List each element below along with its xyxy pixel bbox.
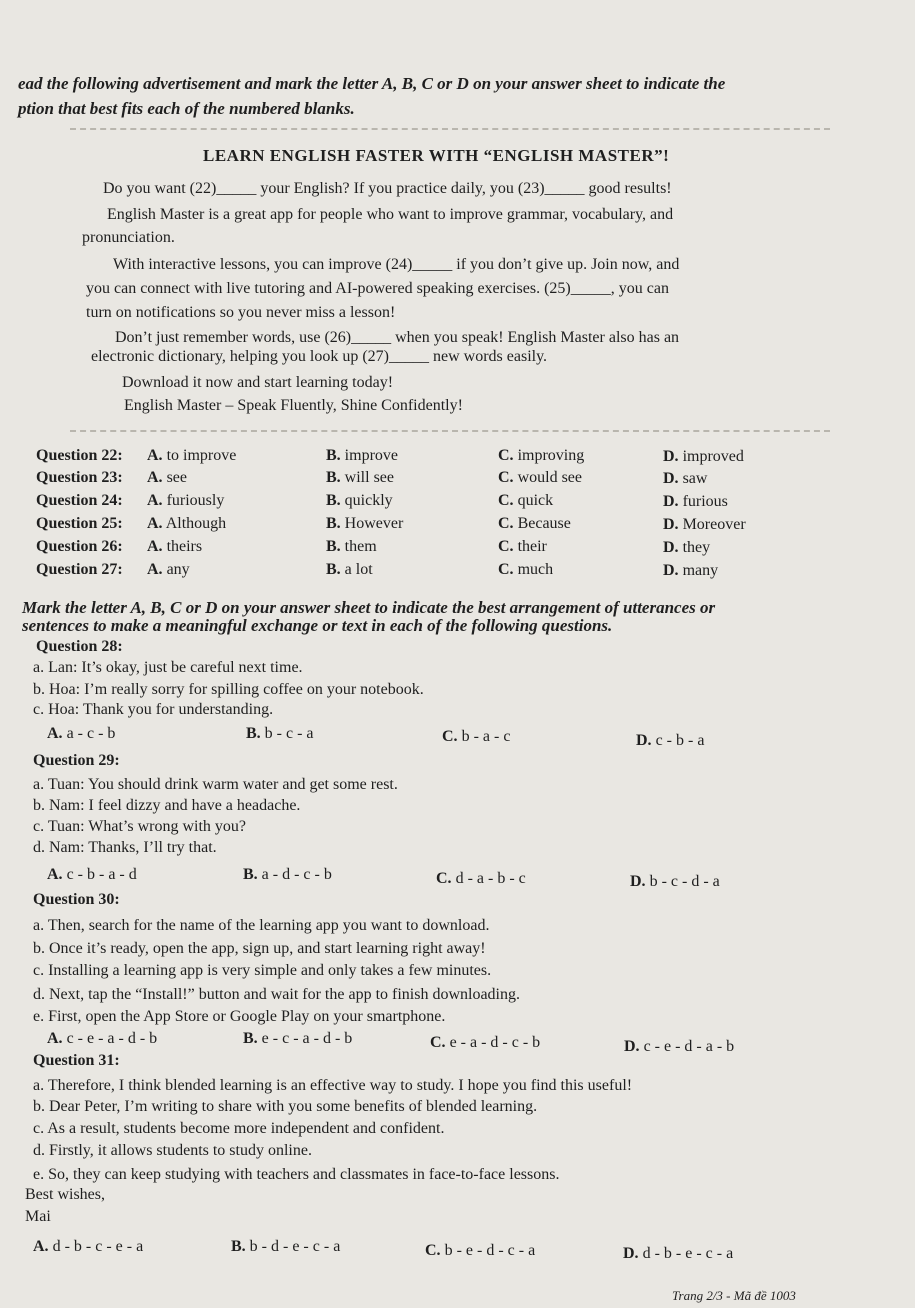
q31-option-a[interactable]: A. d - b - c - e - a — [33, 1238, 144, 1255]
q31-line: b. Dear Peter, I’m writing to share with you some benefits of blended learning. — [33, 1098, 538, 1115]
question-option[interactable] — [326, 538, 377, 556]
q31-option-c[interactable]: C. b - e - d - c - a — [425, 1242, 536, 1259]
question-option[interactable] — [663, 562, 718, 580]
option-text: Because — [517, 515, 571, 532]
question-option[interactable] — [663, 448, 744, 466]
instruction2-line-2: sentences to make a meaningful exchange or text in each of the following questions. — [22, 616, 613, 635]
page-footer: Trang 2/3 - Mã đề 1003 — [672, 1288, 796, 1303]
option-text: quick — [517, 492, 554, 509]
q29-line: c. Tuan: What’s wrong with you? — [33, 818, 247, 835]
q30-label: Question 30: — [33, 891, 120, 908]
instruction2-line-1: Mark the letter A, B, C or D on your answer sheet to indicate the best arrangement of utterances or — [22, 598, 716, 617]
option-letter: A. — [147, 492, 163, 509]
option-text: quickly — [344, 492, 393, 509]
option-letter: D. — [663, 470, 679, 487]
q30-option-c[interactable]: C. e - a - d - c - b — [430, 1034, 541, 1051]
option-text: much — [517, 561, 554, 578]
q31-label: Question 31: — [33, 1052, 120, 1069]
question-label: Question 25: — [36, 515, 123, 532]
question-label: Question 24: — [36, 492, 123, 509]
q30-line: c. Installing a learning app is very simple and only takes a few minutes. — [33, 962, 492, 979]
q30-option-d[interactable]: D. c - e - d - a - b — [624, 1038, 735, 1055]
question-option[interactable] — [147, 515, 226, 533]
question-option[interactable] — [326, 469, 394, 487]
option-letter: A. — [147, 469, 163, 486]
option-letter: C. — [498, 447, 514, 464]
option-letter: A. — [147, 447, 163, 464]
question-option[interactable] — [147, 492, 224, 510]
option-text: many — [682, 562, 719, 579]
instruction-line-1: ead the following advertisement and mark the letter A, B, C or D on your answer sheet to indicate the — [18, 74, 726, 93]
option-text: them — [344, 538, 377, 555]
option-text: will see — [344, 469, 394, 486]
question-option[interactable] — [147, 538, 202, 556]
q30-option-b[interactable]: B. e - c - a - d - b — [243, 1030, 353, 1047]
question-option[interactable] — [326, 561, 373, 579]
option-text: a lot — [344, 561, 373, 578]
option-text: their — [517, 538, 547, 555]
q29-line: a. Tuan: You should drink warm water and get some rest. — [33, 776, 398, 793]
option-text: see — [166, 469, 187, 486]
question-option[interactable] — [498, 538, 547, 556]
q31-line: a. Therefore, I think blended learning is an effective way to study. I hope you find this useful! — [33, 1077, 633, 1094]
q28-option-c[interactable]: C. b - a - c — [442, 728, 511, 745]
q30-option-a[interactable]: A. c - e - a - d - b — [47, 1030, 158, 1047]
option-letter: B. — [326, 492, 341, 509]
q31-closing: Best wishes, — [25, 1186, 105, 1203]
ad-title: LEARN ENGLISH FASTER WITH “ENGLISH MASTER”! — [203, 146, 670, 165]
q31-option-d[interactable]: D. d - b - e - c - a — [623, 1245, 734, 1262]
q29-option-b[interactable]: B. a - d - c - b — [243, 866, 332, 883]
option-text: Although — [165, 515, 227, 532]
q29-option-a[interactable]: A. c - b - a - d — [47, 866, 137, 883]
question-option[interactable] — [498, 515, 571, 533]
question-option[interactable] — [147, 469, 187, 487]
q28-line: a. Lan: It’s okay, just be careful next time. — [33, 659, 303, 676]
question-option[interactable] — [326, 515, 403, 533]
option-letter: C. — [498, 469, 514, 486]
q29-option-c[interactable]: C. d - a - b - c — [436, 870, 526, 887]
option-text: However — [344, 515, 404, 532]
question-label: Question 26: — [36, 538, 123, 555]
option-text: furiously — [166, 492, 225, 509]
question-option[interactable] — [498, 469, 582, 487]
option-text: to improve — [166, 447, 237, 464]
option-letter: C. — [498, 492, 514, 509]
q30-line: d. Next, tap the “Install!” button and wait for the app to finish downloading. — [33, 986, 520, 1003]
q29-line: d. Nam: Thanks, I’ll try that. — [33, 839, 217, 856]
option-text: Moreover — [682, 516, 746, 533]
ad-slogan: English Master – Speak Fluently, Shine Confidently! — [124, 397, 463, 414]
question-option[interactable] — [663, 539, 710, 557]
q28-option-d[interactable]: D. c - b - a — [636, 732, 705, 749]
q31-option-b[interactable]: B. b - d - e - c - a — [231, 1238, 341, 1255]
option-letter: B. — [326, 561, 341, 578]
option-text: improve — [344, 447, 398, 464]
option-text: theirs — [166, 538, 203, 555]
question-option[interactable] — [326, 447, 398, 465]
q31-signature: Mai — [25, 1208, 51, 1225]
question-option[interactable] — [663, 493, 728, 511]
option-text: improving — [517, 447, 585, 464]
question-option[interactable] — [663, 470, 707, 488]
option-letter: B. — [326, 469, 341, 486]
option-letter: C. — [498, 515, 514, 532]
question-option[interactable] — [326, 492, 393, 510]
q29-label: Question 29: — [33, 752, 120, 769]
option-letter: A. — [147, 515, 163, 532]
question-option[interactable] — [663, 516, 746, 534]
question-label: Question 22: — [36, 447, 123, 464]
q31-line: c. As a result, students become more independent and confident. — [33, 1120, 445, 1137]
option-text: they — [682, 539, 711, 556]
question-label: Question 23: — [36, 469, 123, 486]
q28-line: b. Hoa: I’m really sorry for spilling coffee on your notebook. — [33, 681, 424, 698]
ad-line: Download it now and start learning today! — [122, 374, 394, 391]
q28-line: c. Hoa: Thank you for understanding. — [33, 701, 274, 718]
ad-line: Do you want (22)_____ your English? If you practice daily, you (23)_____ good results! — [103, 180, 672, 197]
ad-line: turn on notifications so you never miss a lesson! — [86, 304, 396, 321]
option-letter: B. — [326, 447, 341, 464]
q28-option-a[interactable]: A. a - c - b — [47, 725, 116, 742]
q30-line: e. First, open the App Store or Google Play on your smartphone. — [33, 1008, 446, 1025]
option-letter: B. — [326, 515, 341, 532]
question-option[interactable] — [147, 447, 236, 465]
q30-line: b. Once it’s ready, open the app, sign up, and start learning right away! — [33, 940, 486, 957]
option-letter: A. — [147, 561, 163, 578]
option-letter: D. — [663, 448, 679, 465]
q31-line: d. Firstly, it allows students to study online. — [33, 1142, 312, 1159]
option-letter: B. — [326, 538, 341, 555]
ad-line: English Master is a great app for people who want to improve grammar, vocabulary, and — [107, 206, 674, 223]
ad-line: With interactive lessons, you can improve (24)_____ if you don’t give up. Join now, and — [113, 256, 680, 273]
option-text: furious — [682, 493, 728, 510]
ad-line: Don’t just remember words, use (26)_____ when you speak! English Master also has an — [115, 329, 680, 346]
q31-line: e. So, they can keep studying with teachers and classmates in face-to-face lessons. — [33, 1166, 560, 1183]
option-text: saw — [682, 470, 708, 487]
option-letter: C. — [498, 561, 514, 578]
q28-label: Question 28: — [36, 638, 123, 655]
question-option[interactable] — [498, 561, 553, 579]
option-letter: D. — [663, 562, 679, 579]
question-option[interactable] — [498, 447, 584, 465]
option-text: any — [166, 561, 190, 578]
option-text: would see — [517, 469, 582, 486]
q29-option-d[interactable]: D. b - c - d - a — [630, 873, 720, 890]
option-letter: D. — [663, 516, 679, 533]
option-letter: D. — [663, 539, 679, 556]
q30-line: a. Then, search for the name of the learning app you want to download. — [33, 917, 490, 934]
option-letter: A. — [147, 538, 163, 555]
question-option[interactable] — [147, 561, 190, 579]
question-option[interactable] — [498, 492, 553, 510]
ad-line: pronunciation. — [82, 229, 175, 246]
ad-line: electronic dictionary, helping you look up (27)_____ new words easily. — [91, 348, 548, 365]
option-letter: D. — [663, 493, 679, 510]
ad-line: you can connect with live tutoring and AI-powered speaking exercises. (25)_____, you can — [86, 280, 669, 297]
instruction-line-2: ption that best fits each of the numbered blanks. — [18, 99, 355, 118]
q28-option-b[interactable]: B. b - c - a — [246, 725, 314, 742]
q29-line: b. Nam: I feel dizzy and have a headache. — [33, 797, 301, 814]
question-label: Question 27: — [36, 561, 123, 578]
option-text: improved — [682, 448, 744, 465]
option-letter: C. — [498, 538, 514, 555]
